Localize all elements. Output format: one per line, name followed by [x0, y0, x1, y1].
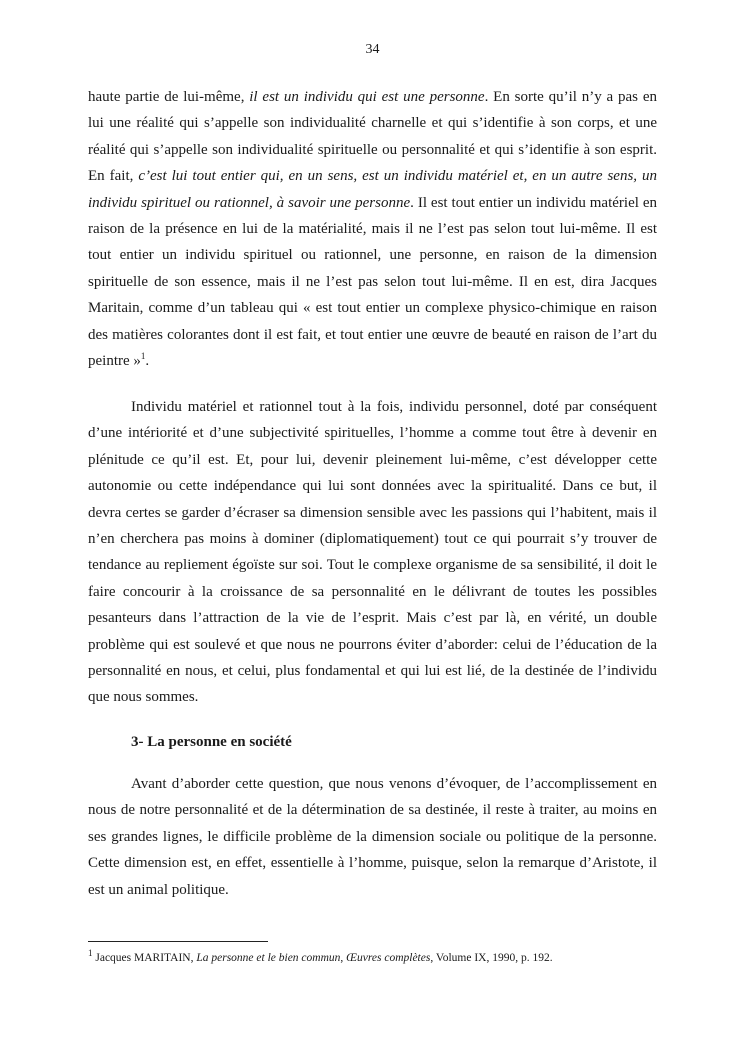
footnote-separator: ,	[340, 952, 347, 964]
paragraph-1-text-b: . En sorte qu’il n’y a pas en lui une réalité qui s’appelle son individualité charnelle et qui s’identifie à son corps, et une réalité qui s’appelle son individualité spirituelle ou personnalité et qui s’identifie à son esprit. En fait,	[88, 89, 657, 185]
footnote-details: , Volume IX, 1990, p. 192.	[430, 952, 553, 964]
section-heading: 3- La personne en société	[131, 734, 292, 750]
paragraph-1-text-a: haute partie de lui-même,	[88, 89, 250, 105]
paragraph-2: Individu matériel et rationnel tout à la fois, individu personnel, doté par conséquent d’une intériorité et d’une subjectivité spirituelles, l’homme a comme tout être à devenir en plénitude ce qu’il est. Et, pour lui, devenir pleinement lui-même, c’est développer cette autonomie ou cette indépendance qui lui sont données avec la spiritualité. Dans ce but, il devra certes se garder d’écraser sa dimension sensible avec les passions qui l’habitent, mais il n’en cherchera pas moins à dominer (diplomatiquement) tout ce qui pourrait s’y trouver de tendance au repliement égoïste sur soi. Tout le complexe organisme de sa sensibilité, il doit le faire concourir à la croissance de sa personnalité en le délivrant de toutes les possibles pesanteurs dans l’attraction de la vie de l’esprit. Mais c’est par là, en vérité, un double problème qui est soulevé et que nous ne pourrons éviter d’aborder: celui de l’éducation de la personnalité en nous, et celui, plus fondamental et qui lui est lié, de la destinée de l’individu que nous sommes.	[88, 399, 657, 706]
footnote-title: La personne et le bien commun	[196, 952, 341, 964]
paragraph-1-italic-a: il est un individu qui est une personne	[249, 89, 485, 105]
paragraph-1	[88, 84, 657, 374]
footnote-divider	[88, 941, 268, 942]
footnote-author: Jacques MARITAIN,	[92, 952, 197, 964]
footnote-collection: Œuvres complètes	[346, 952, 431, 964]
paragraph-1-text-c: . Il est tout entier un individu matériel en raison de la présence en lui de la matérialité, mais il ne l’est pas selon tout lui-même. Il est tout entier un individu spirituel ou rationnel, une personne, en raison de la dimension spirituelle de son essence, mais il ne l’est pas selon tout lui-même. Il en est, dira Jacques Maritain, comme d’un tableau qui « est tout entier un complexe physico-chimique en raison des matières colorantes dont il est fait, et tout entier une œuvre de beauté en raison de l’art du peintre »	[88, 194, 658, 370]
footnote	[88, 950, 657, 966]
paragraph-3: Avant d’aborder cette question, que nous venons d’évoquer, de l’accomplissement en nous de notre personnalité et de la détermination de sa destinée, il reste à traiter, au moins en ses grandes lignes, le difficile problème de la dimension sociale ou politique de la personne. Cette dimension est, en effet, essentielle à l’homme, puisque, selon la remarque d’Aristote, il est un animal politique.	[88, 776, 657, 898]
footnote-number: 1	[88, 948, 93, 959]
paragraph-1-italic-b: c’est lui tout entier qui, en un sens, est un individu matériel et, en un autre sens, un individu spirituel ou rationnel, à savoir une personne	[88, 168, 657, 211]
footnote-reference[interactable]: 1	[140, 351, 146, 362]
paragraph-1-text-d: .	[145, 353, 150, 370]
page-number: 34	[365, 42, 380, 57]
